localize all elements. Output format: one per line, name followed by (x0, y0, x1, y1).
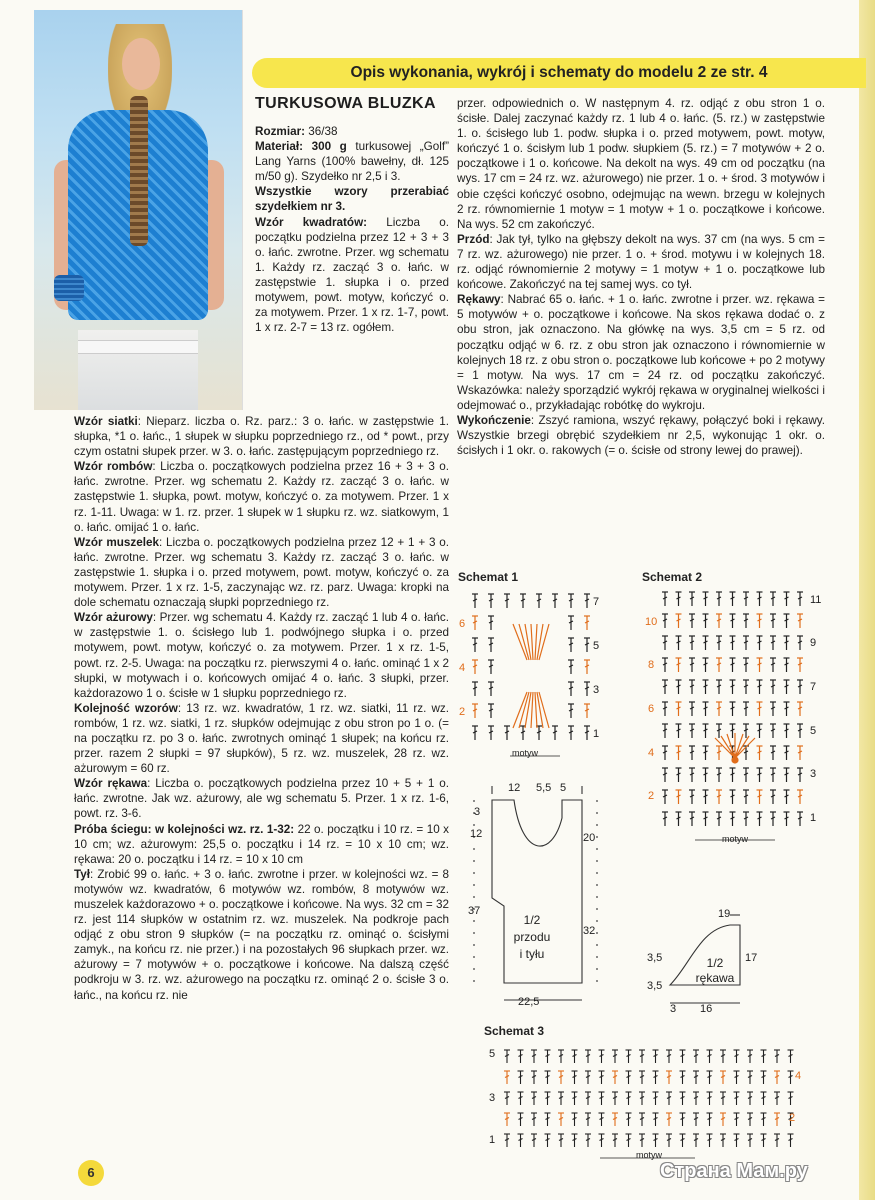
s2-row-3: 3 (810, 768, 817, 780)
s2-row-8: 8 (648, 659, 655, 671)
schemat2-label: Schemat 2 (642, 570, 703, 584)
wide-paragraph-lead: Wzór muszelek (74, 535, 159, 549)
schemat3-diagram (495, 1040, 805, 1165)
wide-paragraph-lead: Wzór ażurowy (74, 611, 153, 625)
wide-paragraph (74, 776, 449, 821)
body-top-shoulder: 5 (560, 782, 567, 794)
right-paragraph-lead: Przód (457, 232, 490, 246)
wide-paragraph-text: : Liczba o. początkowych podzielna przez 12 + 1 + 3 o. łańc. zwrotne. Przer. wg schematu 3. Każdy rz. zacząć 3 o. łańc. w zastępstwie 1. słupka i o. przed motywem, powt. motyw, kończyć o. za motywem. Przer. 1 x rz. 1-5, zaczynając wz. rz. parz. Uwaga: kropki na dole schematu oznaczają słupki poprzedniego rz. (74, 535, 450, 610)
schemat2-diagram (655, 588, 815, 848)
wide-paragraph-lead: Kolejność wzorów (74, 701, 178, 715)
s1-row-3: 3 (593, 684, 600, 696)
wide-paragraph-lead: Wzór rękawa (74, 777, 148, 791)
sleeve-bottom-3: 3 (670, 1003, 677, 1015)
right-paragraph-lead: Wykończenie (457, 413, 531, 427)
narrow-paragraph (255, 124, 449, 139)
wide-paragraph-text: : Nieparz. liczba o. Rz. parz.: 3 o. łańc. w zastępstwie 1. słupka, *1 o. łańc., 1 słupek w słupku poprzedniego rz., od * powt., przy czym ostatni słupek przer. w 3. o. łańc. zastępującym poprzedniego rz. (74, 415, 449, 459)
wide-paragraph-text: : 13 rz. wz. kwadratów, 1 rz. wz. siatki, 11 rz. wz. rombów, 1 rz. wz. siatki, 1 rz. słupków odejmując z obu stron po 1 o. (= na początku rz. po 3 o. łańc. zwrotnych ominąć 1 słupek; na końcu rz. przer. razem 2 słupki = 97 słupków), 5 rz. wz. muszelek, 28 rz. wz. ażurowym = 60 rz. (74, 701, 450, 776)
right-paragraph-text: : Zszyć ramiona, wszyć rękawy, połączyć boki i rękawy. Wszystkie brzegi obrębić szydełkiem nr 2,5, wykonując 1 okr. o. ścisłych i 1 okr. o. rakowych (= o. ścisłe od strony lewej do prawej). (457, 413, 825, 458)
s1-row-4: 4 (459, 662, 466, 674)
schemat1-diagram (455, 588, 605, 763)
wide-paragraph-text: : Przer. wg schematu 4. Każdy rz. zacząć 1 lub 4 o. łańc. w zastępstwie 1. o. ścisłego lub 1. podwójnego słupka i o. przed motywem, powt. motyw, kończyć o. za motywem. Przer. 1 x rz. 1-5, powt. rz. 2-5. Uwaga: na początku rz. pierwszymi 4 o. łańc. ominąć 1 x 2 słupki, w motywach i o. końcowych omijać 4 o. łańc. 3 słupki, przer. każdorazowo 1 o. ścisłe w 1 słupku poprzedniego rz. (74, 611, 449, 700)
s3-row-1: 1 (489, 1134, 496, 1146)
s2-row-1: 1 (810, 812, 817, 824)
narrow-paragraph-text: 36/38 (305, 125, 338, 138)
wide-paragraph (74, 414, 449, 459)
body-bottom: 22,5 (518, 996, 540, 1008)
model-photo (34, 10, 243, 410)
s1-motif-label: motyw (512, 748, 539, 758)
narrow-paragraph-lead: Wzór kwadratów: (255, 215, 368, 229)
page-number: 6 (78, 1160, 104, 1186)
sleeve-bottom-16: 16 (700, 1003, 713, 1015)
wide-paragraph-lead: Próba ściegu: w kolejności wz. rz. 1-32: (74, 822, 295, 836)
header-banner (252, 58, 866, 88)
wide-paragraph-text: : Zrobić 99 o. łańc. + 3 o. łańc. zwrotne i przer. w kolejności wz. = 8 motywów wz. kwadratów, 6 motywów wz. rombów, 8 motywów wz. muszelek każdorazowo + o. początkowe i końcowe. Na wys. 32 cm = 32 rz. jest 114 słupków w ostatnim rz. wz. muszelek. Na podkroje pach odjąć z obu stron 9 słupków (= na początku rz. ominąć o. ścisłymi zamyk., na końcu rz. nie przer.) i na pozostałych 96 słupkach przer. wz. ażurowy = 7 motywów + o. początkowe i końcowe. Na dalszą część podkroju w 3. rz. wz. ażurowego na początku rz. ominąć 2 o. ścisłe 3 o. łańc., na końcu rz. nie (74, 867, 449, 1002)
right-paragraph-text: przer. odpowiednich o. W następnym 4. rz. odjąć z obu stron 1 o. ścisłe. Dalej zaczynać każdy rz. 1 lub 4 o. łańc. (5. rz.) w zastępstwie 1. o. ścisłego lub 1. podw. słupka i o. przed motywem, powt. motyw, kończyć 1 o. ścisłym lub 1 podw. słupkiem (5. rz.) = 7 motywów + 2 o. początkowe i 1 o. końcowe. Na dekolt na wys. 49 cm od początku (na wys. 17 cm = 24 rz. wz. ażurowego) nie przer. 1 o. + środ. 3 motywów i obie części kończyć osobno, odejmując na wewn. brzegu w kolejnych 2 rz. równomiernie 1 motyw = 1 motyw + 1 o. początkowe i końcowe. Na wys. 52 cm zakończyć. (457, 97, 825, 231)
narrow-paragraph-lead: Materiał: 300 g (255, 140, 347, 154)
s2-row-11: 11 (810, 594, 822, 606)
right-paragraph (457, 413, 825, 458)
wide-paragraph-lead: Wzór siatki (74, 415, 138, 428)
s1-row-6: 6 (459, 618, 466, 630)
narrow-paragraph (255, 139, 449, 184)
wide-paragraph-lead: Wzór rombów (74, 460, 153, 474)
wide-paragraph (74, 701, 449, 776)
s2-motif-label: motyw (722, 834, 749, 844)
narrow-paragraph (255, 215, 449, 336)
s3-row-3: 3 (489, 1092, 496, 1104)
s1-row-1: 1 (593, 728, 600, 740)
right-paragraph (457, 96, 825, 232)
narrow-paragraph-text: turkusowej „Golf” Lang Yarns (100% bawełny, dł. 125 m/50 g). Szydełko nr 2,5 i 3. (255, 140, 449, 184)
body-center-label: 1/2 przodu i tyłu (513, 913, 551, 961)
sleeve-center-label: 1/2 rękawa (695, 956, 735, 985)
narrow-paragraph (255, 184, 449, 214)
right-paragraph-lead: Rękawy (457, 293, 501, 307)
s2-row-4: 4 (648, 747, 655, 759)
wide-paragraph-text: 22 o. początku i 10 rz. = 10 x 10 cm; wz. ażurowym: 25,5 o. początku i 14 rz. = 10 x 10 cm; wz. rękawa: 20 o. początku i 14 rz. = 10 x 10 cm (74, 822, 449, 866)
sleeve-top: 19 (718, 908, 731, 920)
s1-row-2: 2 (459, 706, 466, 718)
body-left-3: 3 (474, 806, 481, 818)
schemat3-label: Schemat 3 (484, 1024, 545, 1038)
sleeve-left-1: 3,5 (647, 952, 663, 964)
wide-paragraph-text: : Liczba o. początkowych podzielna przez 10 + 5 + 1 o. łańc. zwrotne. Jak wz. ażurowy, ale wg schematu 5. Przer. 1 x rz. 1-6, powt. rz. 3-6. (74, 777, 450, 821)
s1-row-7: 7 (593, 596, 600, 608)
s2-row-10: 10 (645, 616, 658, 628)
sleeve-left-2: 3,5 (647, 980, 663, 992)
body-right-20: 20 (583, 832, 596, 844)
right-paragraph-text: : Jak tył, tylko na głębszy dekolt na wys. 37 cm (na wys. 5 cm = 7 rz. wz. ażurowego) nie przer. 1 o. + środ. motywu i w kolejnych 18. rz. odjąć równomiernie 2 motywy = 1 motyw + 1 o. początkowe lub końcowe. Zakończyć na tej samej wys. co tył. (457, 232, 825, 292)
body-top-neck: 5,5 (536, 782, 552, 794)
wide-paragraph (74, 459, 449, 534)
body-left-37: 37 (468, 905, 481, 917)
s2-row-7: 7 (810, 681, 817, 693)
s2-row-9: 9 (810, 637, 817, 649)
banner-text: Opis wykonania, wykrój i schematy do modelu 2 ze str. 4 (350, 64, 768, 81)
body-pattern-diagram (462, 778, 622, 1018)
sleeve-right: 17 (745, 952, 758, 964)
column-wide (74, 414, 449, 1003)
wide-paragraph-lead: Tył (74, 867, 91, 881)
wide-paragraph (74, 867, 449, 1003)
s2-row-5: 5 (810, 725, 817, 737)
column-right (457, 96, 825, 458)
schemat1-label: Schemat 1 (458, 570, 519, 584)
wide-paragraph-text: : Liczba o. początkowych podzielna przez 16 + 3 + 3 o. łańc. zwrotne. Przer. wg schematu 2. Każdy rz. zacząć 3 o. łańc. w zastępstwie 1. słupka, powt. motyw, kończyć o. za motywem. Przer. 1 x rz. 1-11. Uwaga: w 1. rz. przer. 1 słupek w 1 słupku rz. wz. siatkowym, 1 o. łańc. omijać 1 o. łańc. (74, 460, 450, 534)
article-title: TURKUSOWA BLUZKA (255, 95, 436, 112)
narrow-paragraph-text: Liczba o. początku podzielna przez 12 + 3 + 3 o. łańc. zwrotne. Przer. wg schematu 1. Każdy rz. zacząć 3 o. łańc. w zastępstwie 1. słupka i o. przed motywem, powt. motyw, kończyć o. za motywem. Przer. 1 x rz. 1-7, powt. 1 x rz. 2-7 = 13 rz. ogółem. (255, 215, 449, 335)
s3-row-5: 5 (489, 1048, 496, 1060)
right-paragraph (457, 232, 825, 292)
s2-row-2: 2 (648, 790, 655, 802)
right-paragraph (457, 292, 825, 413)
s3-row-4: 4 (795, 1070, 802, 1082)
s1-row-5: 5 (593, 640, 600, 652)
wide-paragraph (74, 535, 449, 610)
body-right-32: 32 (583, 925, 596, 937)
s3-motif-label: motyw (636, 1150, 663, 1160)
right-paragraph-text: : Nabrać 65 o. łańc. + 1 o. łańc. zwrotne i przer. wz. rękawa = 5 motywów + o. początkowe i końcowe. Na skos rękawa dodać o. z obu stron, jak oznaczono. Na główkę na wys. 3,5 cm = 5 rz. od początku odjąć w 6. rz. z obu stron jak oznaczono i równomiernie w kolejnych 18 rz. z obu stron o. początkowe lub końcowe + po 2 motywy = 1 motyw. Na wys. 17 cm = 24 rz. od początku zakończyć. Wskazówka: należy sporządzić wykrój rękawa w oryginalnej wielkości i odejmować o., przykładając robótkę do wykroju. (457, 293, 825, 412)
s3-row-2: 2 (789, 1112, 796, 1124)
wide-paragraph (74, 822, 449, 867)
page-edge-strip (859, 0, 875, 1200)
body-top-width: 12 (508, 782, 521, 794)
narrow-paragraph-lead: Wszystkie wzory przerabiać szydełkiem nr 3. (255, 185, 449, 214)
column-narrow (255, 124, 449, 335)
narrow-paragraph-lead: Rozmiar: (255, 125, 306, 138)
wide-paragraph (74, 610, 449, 701)
watermark-logo: Страна Мам.ру (660, 1160, 808, 1182)
s2-row-6: 6 (648, 703, 655, 715)
body-left-12: 12 (470, 828, 483, 840)
